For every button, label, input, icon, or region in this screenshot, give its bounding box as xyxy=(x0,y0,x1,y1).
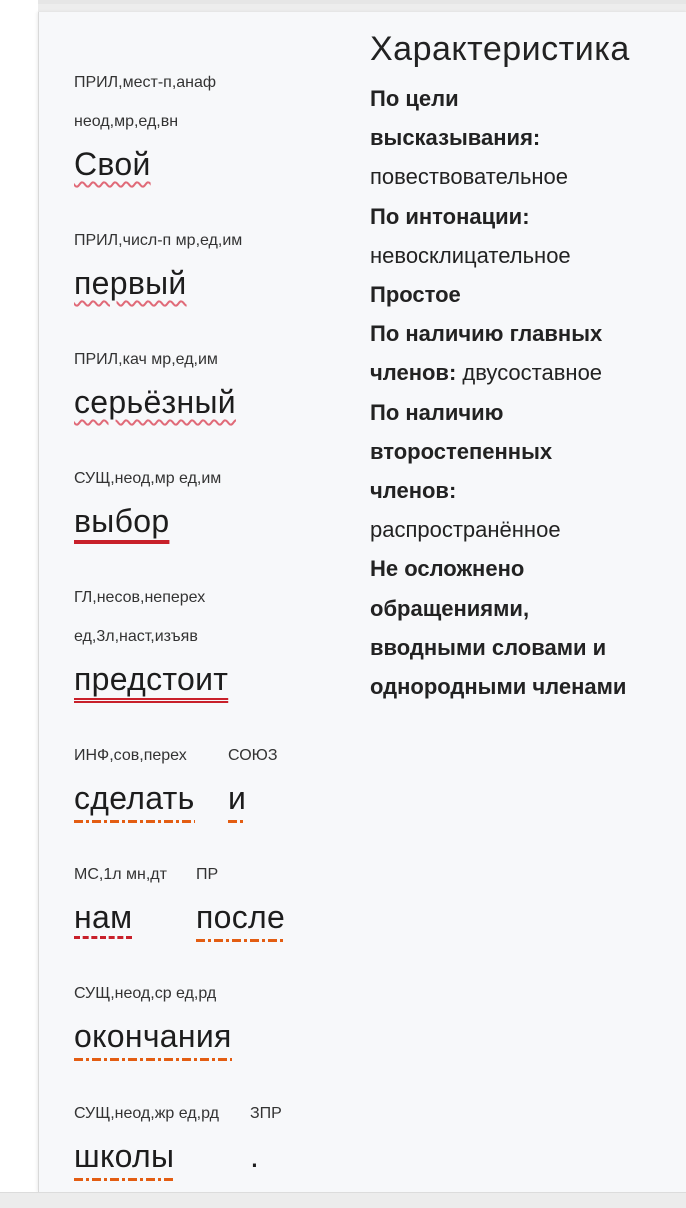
token-word: первый xyxy=(74,265,187,301)
main-members-line xyxy=(370,353,670,392)
morph-tag: неод,мр,ед,вн xyxy=(74,113,179,130)
token-word: серьёзный xyxy=(74,384,236,420)
purpose-label: высказывания: xyxy=(370,125,541,151)
token-word: выбор xyxy=(74,503,170,539)
intonation-value: невосклицательное xyxy=(370,242,571,268)
morph-tag: ИНФ,сов,перех xyxy=(74,747,187,764)
top-divider xyxy=(0,0,686,4)
token-word: окончания xyxy=(74,1018,232,1057)
main-members-label: По наличию главных xyxy=(370,321,603,347)
main-members-value: двусоставное xyxy=(456,360,603,386)
morph-tag: ед,3л,наст,изъяв xyxy=(74,628,198,645)
morph-tag: ПРИЛ,кач мр,ед,им xyxy=(74,351,218,368)
morph-tag: СУЩ,неод,мр ед,им xyxy=(74,470,222,487)
token-word: предстоит xyxy=(74,661,229,697)
token-word: и xyxy=(228,780,246,819)
morph-tag: ЗПР xyxy=(250,1105,282,1122)
secondary-members-value: распространённое xyxy=(370,517,561,543)
purpose-label: По цели xyxy=(370,86,459,111)
intonation-label: По интонации: xyxy=(370,203,530,229)
morph-tag: ПРИЛ,числ-п мр,ед,им xyxy=(74,232,243,249)
bottom-bar xyxy=(0,1192,686,1208)
complication-text: однородными членами xyxy=(370,674,627,700)
token-word: Свой xyxy=(74,146,151,182)
characteristics-title: Характеристика xyxy=(370,30,630,68)
token-word: после xyxy=(196,899,285,938)
morph-tag: СУЩ,неод,жр ед,рд xyxy=(74,1105,219,1122)
token-word: . xyxy=(250,1138,260,1174)
morph-tag: ГЛ,несов,неперех xyxy=(74,589,206,606)
morph-tag: МС,1л мн,дт xyxy=(74,866,167,883)
simple-label: Простое xyxy=(370,282,461,308)
morph-tag: СОЮЗ xyxy=(228,747,278,764)
token-word: школы xyxy=(74,1138,174,1177)
morph-tag: ПРИЛ,мест-п,анаф xyxy=(74,74,217,91)
main-members-label: членов: xyxy=(370,360,457,386)
morph-tag: ПР xyxy=(196,866,219,883)
secondary-members-label: По наличию xyxy=(370,399,504,425)
purpose-value: повествовательное xyxy=(370,164,569,190)
complication-text: вводными словами и xyxy=(370,634,607,660)
left-margin xyxy=(0,0,38,1207)
characteristics-panel xyxy=(370,30,670,706)
complication-text: Не осложнено xyxy=(370,556,525,582)
token-word: нам xyxy=(74,899,133,935)
secondary-members-label: членов: xyxy=(370,478,457,504)
morph-tag: СУЩ,неод,ср ед,рд xyxy=(74,985,217,1002)
secondary-members-label: второстепенных xyxy=(370,438,553,464)
token-word: сделать xyxy=(74,780,195,819)
complication-text: обращениями, xyxy=(370,595,530,621)
